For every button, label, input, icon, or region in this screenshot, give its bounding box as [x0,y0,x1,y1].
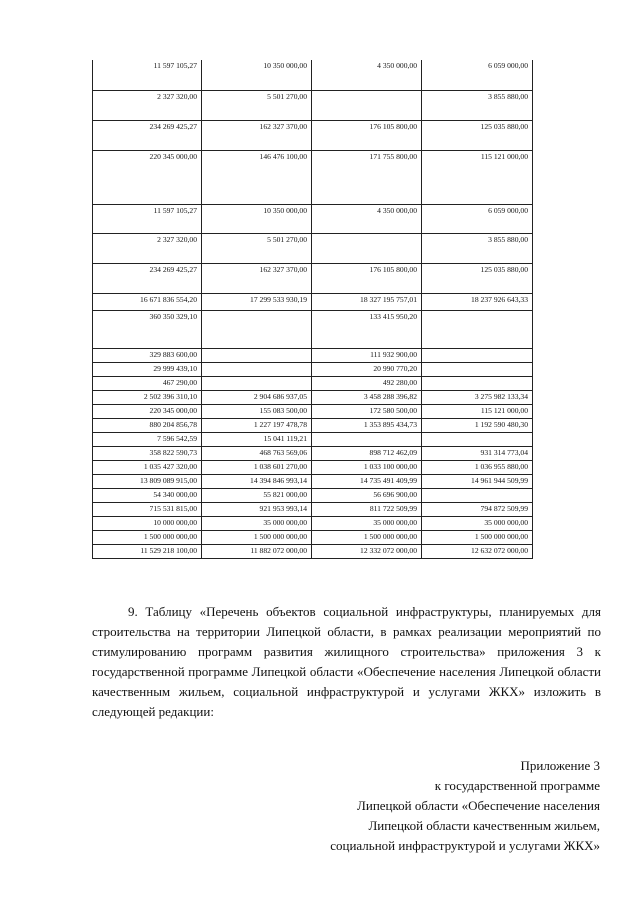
table-cell: 492 280,00 [312,376,422,390]
table-cell: 3 855 880,00 [422,233,533,263]
table-cell: 10 350 000,00 [202,60,312,90]
table-cell: 3 275 982 133,34 [422,390,533,404]
table-row [93,446,533,460]
table-row [93,293,533,310]
table-cell [422,310,533,348]
table-cell [312,432,422,446]
table-row [93,502,533,516]
table-cell: 1 353 895 434,73 [312,418,422,432]
paragraph-9: 9. Таблицу «Перечень объектов социальной инфраструктуры, планируемых для строительства на территории Липецкой области, в рамках реализации мероприятий по стимулированию программ развития жилищного строительства» приложения 3 к государственной программе Липецкой области «Обеспечение населения Липецкой области качественным жильем, социальной инфраструктурой и услугами ЖКХ» изложить в следующей редакции: [92,604,601,719]
table-cell: 11 529 218 100,00 [93,544,202,558]
appendix-line: социальной инфраструктурой и услугами ЖКХ» [330,838,600,853]
table-cell: 133 415 950,20 [312,310,422,348]
table-cell: 162 327 370,00 [202,263,312,293]
table-cell [422,348,533,362]
table-cell: 1 227 197 478,78 [202,418,312,432]
table-cell: 811 722 509,99 [312,502,422,516]
table-row [93,263,533,293]
table-cell: 10 000 000,00 [93,516,202,530]
table-cell: 6 059 000,00 [422,204,533,233]
table-cell: 360 350 329,10 [93,310,202,348]
table-cell [422,432,533,446]
table-cell: 6 059 000,00 [422,60,533,90]
table-cell: 1 500 000 000,00 [202,530,312,544]
table-cell: 14 394 846 993,14 [202,474,312,488]
table-row [93,204,533,233]
table-cell: 715 531 815,00 [93,502,202,516]
table-cell [312,90,422,120]
table-row [93,120,533,150]
table-cell: 329 883 600,00 [93,348,202,362]
table-cell: 1 038 601 270,00 [202,460,312,474]
table-cell: 10 350 000,00 [202,204,312,233]
table-row [93,348,533,362]
table-cell: 358 822 590,73 [93,446,202,460]
table-cell: 4 350 000,00 [312,60,422,90]
table-cell: 1 035 427 320,00 [93,460,202,474]
table-cell: 12 632 072 000,00 [422,544,533,558]
table-cell: 54 340 000,00 [93,488,202,502]
appendix-line: к государственной программе [434,778,600,793]
table-row [93,474,533,488]
appendix-heading [270,756,600,856]
table-cell: 14 961 944 509,99 [422,474,533,488]
table-cell: 234 269 425,27 [93,120,202,150]
table-cell: 921 953 993,14 [202,502,312,516]
table-row [93,530,533,544]
table-cell: 3 458 288 396,82 [312,390,422,404]
table-cell: 1 033 100 000,00 [312,460,422,474]
table-cell: 1 192 590 480,30 [422,418,533,432]
table-row [93,404,533,418]
table-cell: 115 121 000,00 [422,150,533,204]
table-row [93,90,533,120]
table-row [93,362,533,376]
table-cell: 931 314 773,04 [422,446,533,460]
table-cell: 18 237 926 643,33 [422,293,533,310]
table-row [93,432,533,446]
table-cell: 162 327 370,00 [202,120,312,150]
appendix-line: Липецкой области «Обеспечение населения [357,798,600,813]
appendix-line: Приложение 3 [520,758,600,773]
table-cell: 794 872 509,99 [422,502,533,516]
table-cell: 176 105 800,00 [312,120,422,150]
table-cell: 14 735 491 409,99 [312,474,422,488]
table-cell: 35 000 000,00 [312,516,422,530]
table-cell: 11 597 105,27 [93,204,202,233]
table-cell [202,376,312,390]
table-cell: 4 350 000,00 [312,204,422,233]
table-cell: 5 501 270,00 [202,90,312,120]
table-cell: 20 990 770,20 [312,362,422,376]
table-cell: 29 999 439,10 [93,362,202,376]
table-cell: 18 327 195 757,01 [312,293,422,310]
table-cell: 2 502 396 310,10 [93,390,202,404]
table-cell: 155 083 500,00 [202,404,312,418]
table-cell: 17 299 533 930,19 [202,293,312,310]
table-cell: 7 596 542,59 [93,432,202,446]
budget-table-body [93,60,533,558]
table-cell: 2 327 320,00 [93,90,202,120]
table-cell: 115 121 000,00 [422,404,533,418]
table-cell: 111 932 900,00 [312,348,422,362]
table-cell: 3 855 880,00 [422,90,533,120]
table-cell: 125 035 880,00 [422,263,533,293]
table-cell: 35 000 000,00 [202,516,312,530]
table-row [93,390,533,404]
table-cell: 1 500 000 000,00 [312,530,422,544]
table-row [93,60,533,90]
table-cell: 12 332 072 000,00 [312,544,422,558]
table-cell: 176 105 800,00 [312,263,422,293]
budget-table [92,60,533,559]
table-cell: 2 904 686 937,05 [202,390,312,404]
table-cell: 11 882 072 000,00 [202,544,312,558]
table-cell: 898 712 462,09 [312,446,422,460]
table-cell: 1 500 000 000,00 [93,530,202,544]
table-row [93,544,533,558]
table-cell [202,362,312,376]
table-cell: 172 580 500,00 [312,404,422,418]
table-row [93,233,533,263]
table-cell: 11 597 105,27 [93,60,202,90]
table-row [93,516,533,530]
table-cell [422,488,533,502]
table-cell: 220 345 000,00 [93,404,202,418]
table-cell: 55 821 000,00 [202,488,312,502]
table-cell: 1 500 000 000,00 [422,530,533,544]
table-cell: 16 671 836 554,20 [93,293,202,310]
table-cell: 15 041 119,21 [202,432,312,446]
table-cell: 2 327 320,00 [93,233,202,263]
table-row [93,488,533,502]
table-cell: 234 269 425,27 [93,263,202,293]
table-cell: 1 036 955 880,00 [422,460,533,474]
table-cell: 146 476 100,00 [202,150,312,204]
table-cell: 35 000 000,00 [422,516,533,530]
table-cell [422,376,533,390]
table-cell: 56 696 900,00 [312,488,422,502]
table-cell: 125 035 880,00 [422,120,533,150]
table-row [93,460,533,474]
table-cell [202,348,312,362]
table-cell [312,233,422,263]
appendix-line: Липецкой области качественным жильем, [368,818,600,833]
table-cell: 880 204 856,78 [93,418,202,432]
table-cell [422,362,533,376]
table-cell: 5 501 270,00 [202,233,312,263]
table-row [93,310,533,348]
table-cell: 468 763 569,06 [202,446,312,460]
table-cell: 467 290,00 [93,376,202,390]
table-cell: 171 755 800,00 [312,150,422,204]
table-row [93,418,533,432]
table-cell [202,310,312,348]
table-row [93,150,533,204]
table-row [93,376,533,390]
table-cell: 220 345 000,00 [93,150,202,204]
table-cell: 13 809 089 915,00 [93,474,202,488]
